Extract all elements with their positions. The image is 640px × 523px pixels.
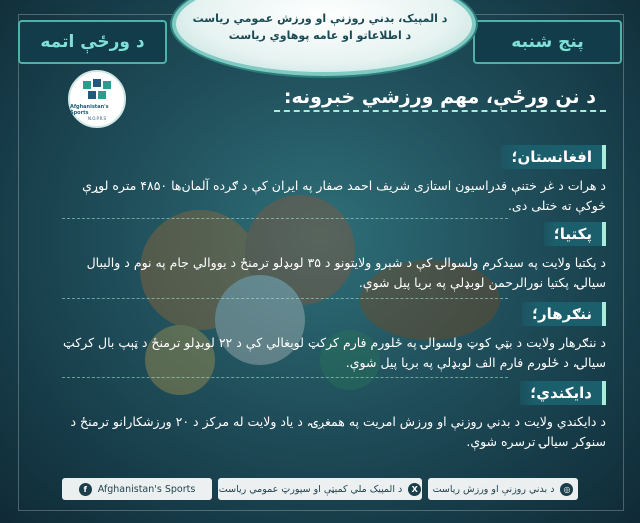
- logo-name: Afghanistan's Sports: [70, 104, 109, 116]
- logo-subtitle: N.O.P.R.S: [87, 116, 107, 121]
- section-title-afghanistan: افغانستان؛: [501, 145, 606, 169]
- footer-x-label: د المپیک ملي کمېټې او سپورټ عمومي ریاست: [218, 483, 403, 495]
- facebook-icon: f: [79, 483, 92, 496]
- section-title-nangarhar: ننګرهار؛: [522, 302, 606, 326]
- header-line-1: د المپیک، بدني روزنې او ورزش عمومي ریاست: [192, 12, 448, 25]
- section-body-afghanistan: د هرات د غر ختنې فدراسیون استازی شریف احمد صفار په ایران کې د ګرده آلمان‌ها ۴۸۵۰ متره لوړې څوکې ته ختلی دی.: [82, 178, 606, 213]
- day-label: پنج شنبه: [473, 20, 622, 64]
- section-divider: [62, 298, 508, 299]
- section-body-nangarhar: د ننګرهار ولایت د بټي کوټ ولسوالۍ په ځلورم فارم کرکټ لوبغالي کې د ۲۲ لوبډلو ترمنځ د ټېپ بال کرکټ سیالۍ، د ځلورم فارم الف لوبډلې په بریا پیل شوې.: [62, 335, 606, 370]
- edition-label: د ورځې اتمه: [18, 20, 167, 64]
- footer-instagram-label: د بدني روزنې او ورزش ریاست: [432, 483, 555, 495]
- section-body-paktia: د پکتیا ولایت په سیدکرم ولسوالۍ کې د شېرو ولایتونو د ۳۵ لوبډلو ترمنځ د یووالي جام په نوم د والیبال سیالۍ، پکتیا نورالرحمن لوبډلې په بریا پیل شوې.: [86, 255, 606, 290]
- footer-facebook[interactable]: [62, 478, 212, 500]
- section-divider: [62, 218, 508, 219]
- logo-mark-icon: [81, 77, 113, 103]
- organization-logo: [68, 70, 126, 128]
- section-body-daykundi: د دایکندي ولایت د بدني روزنې او ورزش امریت په همغږۍ، د یاد ولایت له مرکز د ۲۰ ورزشکارانو ترمنځ د سنوکر سیالۍ ترسره شوې.: [70, 414, 606, 449]
- header-line-2: د اطلاعاتو او عامه پوهاوي ریاست: [228, 29, 412, 42]
- footer-facebook-label: Afghanistan's Sports: [97, 483, 196, 495]
- header-title: [190, 10, 450, 44]
- section-divider: [62, 377, 508, 378]
- instagram-icon: ◎: [560, 483, 573, 496]
- section-title-paktia: پکتیا؛: [544, 222, 606, 246]
- footer-x[interactable]: [218, 478, 422, 500]
- section-title-daykundi: دایکندي؛: [520, 381, 606, 405]
- footer-instagram[interactable]: [428, 478, 578, 500]
- page-headline: د نن ورځې، مهم ورزشي خبرونه:: [274, 84, 606, 112]
- x-icon: X: [408, 483, 421, 496]
